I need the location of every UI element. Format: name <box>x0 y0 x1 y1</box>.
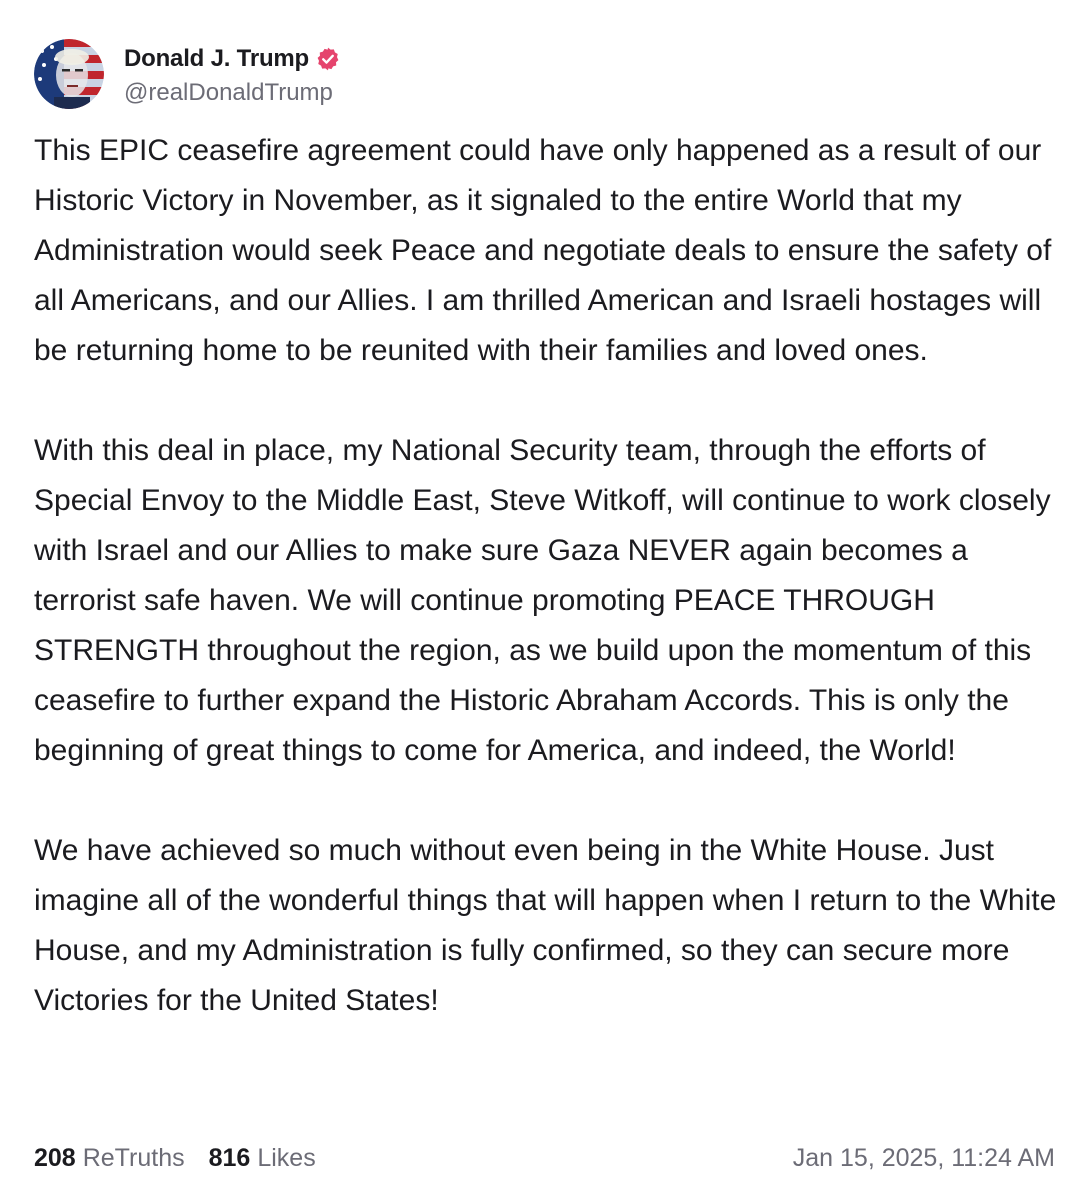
author-names <box>124 41 341 107</box>
post-header <box>34 38 341 110</box>
post-timestamp[interactable]: Jan 15, 2025, 11:24 AM <box>792 1143 1055 1172</box>
display-name[interactable]: Donald J. Trump <box>124 45 310 72</box>
post-stats <box>34 1144 340 1173</box>
post-paragraph: We have achieved so much without even being in the White House. Just imagine all of the wonderful things that will happen when I return to the White House, and my Administration is fully confirmed, so they can secure more Victories for the United States! <box>34 834 1057 1017</box>
retruths-count: 208 <box>34 1143 76 1172</box>
post-paragraph: With this deal in place, my National Security team, through the efforts of Special Envoy to the Middle East, Steve Witkoff, will continue to work closely with Israel and our Allies to make sure Gaza NEVER again becomes a terrorist safe haven. We will continue promoting PEACE THROUGH STRENGTH throughout the region, as we build upon the momentum of this ceasefire to further expand the Historic Abraham Accords. This is only the beginning of great things to come for America, and indeed, the World! <box>34 434 1051 767</box>
name-row <box>124 41 341 77</box>
avatar-portrait-icon <box>34 39 104 109</box>
avatar[interactable] <box>34 39 104 109</box>
retruths-stat[interactable] <box>34 1144 185 1173</box>
post-body <box>34 126 1064 1026</box>
verified-badge-icon <box>315 46 341 72</box>
post-footer <box>34 1138 1055 1178</box>
likes-count: 816 <box>208 1143 251 1172</box>
likes-label: Likes <box>257 1143 316 1172</box>
post-paragraph: This EPIC ceasefire agreement could have only happened as a result of our Historic Victory in November, as it signaled to the entire World that my Administration would seek Peace and negotiate deals to ensure the safety of all Americans, and our Allies. I am thrilled American and Israeli hostages will be returning home to be reunited with their families and loved ones. <box>34 134 1052 367</box>
likes-stat[interactable] <box>209 1144 316 1173</box>
retruths-label: ReTruths <box>82 1143 185 1172</box>
user-handle[interactable]: @realDonaldTrump <box>124 79 333 106</box>
